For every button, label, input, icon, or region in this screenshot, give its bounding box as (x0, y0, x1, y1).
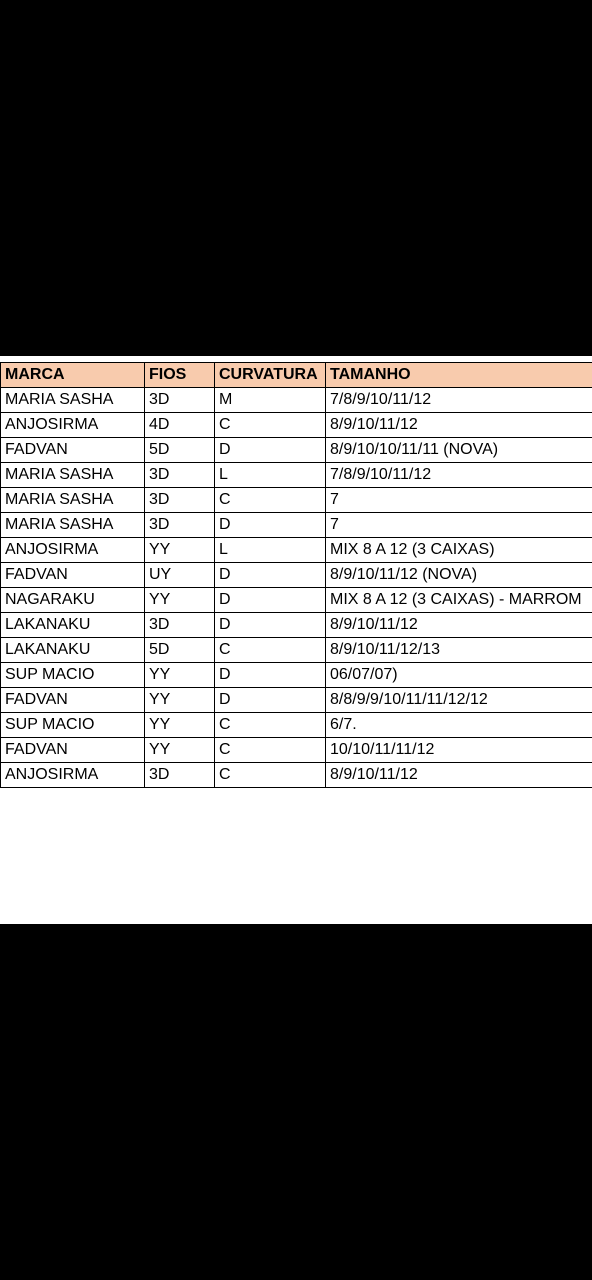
table-row (1, 713, 592, 738)
cell-fios[interactable]: YY (145, 588, 215, 613)
cell-tamanho[interactable]: 8/9/10/11/12 (326, 763, 592, 788)
cell-fios[interactable]: 3D (145, 488, 215, 513)
cell-tamanho[interactable]: 06/07/07) (326, 663, 592, 688)
cell-marca[interactable]: FADVAN (1, 438, 145, 463)
cell-marca[interactable]: SUP MACIO (1, 663, 145, 688)
cell-fios[interactable]: YY (145, 663, 215, 688)
header-tamanho[interactable]: TAMANHO (326, 363, 592, 388)
lash-inventory-table (0, 362, 592, 788)
top-black-band (0, 0, 592, 356)
cell-marca[interactable]: SUP MACIO (1, 713, 145, 738)
table-row (1, 538, 592, 563)
cell-fios[interactable]: YY (145, 538, 215, 563)
cell-curvatura[interactable]: D (215, 688, 326, 713)
cell-marca[interactable]: FADVAN (1, 738, 145, 763)
table-row (1, 438, 592, 463)
table-row (1, 513, 592, 538)
cell-fios[interactable]: 3D (145, 763, 215, 788)
cell-curvatura[interactable]: L (215, 463, 326, 488)
cell-curvatura[interactable]: D (215, 663, 326, 688)
table-row (1, 688, 592, 713)
cell-tamanho[interactable]: 8/8/9/9/10/11/11/12/12 (326, 688, 592, 713)
cell-tamanho[interactable]: MIX 8 A 12 (3 CAIXAS) - MARROM (326, 588, 592, 613)
cell-tamanho[interactable]: 7 (326, 488, 592, 513)
header-row (1, 363, 592, 388)
cell-tamanho[interactable]: 7 (326, 513, 592, 538)
table-row (1, 663, 592, 688)
cell-tamanho[interactable]: 8/9/10/11/12 (326, 613, 592, 638)
cell-curvatura[interactable]: C (215, 413, 326, 438)
cell-fios[interactable]: 5D (145, 438, 215, 463)
cell-marca[interactable]: MARIA SASHA (1, 388, 145, 413)
cell-curvatura[interactable]: C (215, 488, 326, 513)
cell-marca[interactable]: ANJOSIRMA (1, 413, 145, 438)
cell-marca[interactable]: NAGARAKU (1, 588, 145, 613)
cell-curvatura[interactable]: C (215, 713, 326, 738)
cell-marca[interactable]: FADVAN (1, 563, 145, 588)
cell-fios[interactable]: 3D (145, 513, 215, 538)
cell-tamanho[interactable]: 10/10/11/11/12 (326, 738, 592, 763)
cell-tamanho[interactable]: 6/7. (326, 713, 592, 738)
cell-marca[interactable]: FADVAN (1, 688, 145, 713)
cell-curvatura[interactable]: D (215, 613, 326, 638)
table-row (1, 488, 592, 513)
cell-marca[interactable]: MARIA SASHA (1, 488, 145, 513)
cell-fios[interactable]: UY (145, 563, 215, 588)
cell-tamanho[interactable]: MIX 8 A 12 (3 CAIXAS) (326, 538, 592, 563)
cell-curvatura[interactable]: D (215, 563, 326, 588)
cell-curvatura[interactable]: D (215, 588, 326, 613)
table-row (1, 388, 592, 413)
header-marca[interactable]: MARCA (1, 363, 145, 388)
cell-fios[interactable]: 5D (145, 638, 215, 663)
table-row (1, 463, 592, 488)
cell-fios[interactable]: 4D (145, 413, 215, 438)
table-row (1, 413, 592, 438)
cell-fios[interactable]: YY (145, 713, 215, 738)
cell-curvatura[interactable]: C (215, 638, 326, 663)
cell-marca[interactable]: ANJOSIRMA (1, 763, 145, 788)
cell-fios[interactable]: YY (145, 738, 215, 763)
cell-fios[interactable]: 3D (145, 613, 215, 638)
cell-tamanho[interactable]: 8/9/10/11/12 (NOVA) (326, 563, 592, 588)
cell-tamanho[interactable]: 7/8/9/10/11/12 (326, 463, 592, 488)
table-row (1, 613, 592, 638)
cell-marca[interactable]: MARIA SASHA (1, 463, 145, 488)
table-row (1, 763, 592, 788)
cell-curvatura[interactable]: C (215, 763, 326, 788)
cell-fios[interactable]: 3D (145, 388, 215, 413)
cell-marca[interactable]: LAKANAKU (1, 638, 145, 663)
cell-tamanho[interactable]: 8/9/10/10/11/11 (NOVA) (326, 438, 592, 463)
cell-curvatura[interactable]: D (215, 513, 326, 538)
cell-tamanho[interactable]: 8/9/10/11/12/13 (326, 638, 592, 663)
bottom-black-band (0, 924, 592, 1280)
table-row (1, 588, 592, 613)
table-row (1, 738, 592, 763)
cell-tamanho[interactable]: 8/9/10/11/12 (326, 413, 592, 438)
cell-curvatura[interactable]: D (215, 438, 326, 463)
table-row (1, 563, 592, 588)
header-fios[interactable]: FIOS (145, 363, 215, 388)
cell-fios[interactable]: YY (145, 688, 215, 713)
cell-marca[interactable]: ANJOSIRMA (1, 538, 145, 563)
cell-curvatura[interactable]: C (215, 738, 326, 763)
cell-marca[interactable]: LAKANAKU (1, 613, 145, 638)
header-curvatura[interactable]: CURVATURA (215, 363, 326, 388)
cell-fios[interactable]: 3D (145, 463, 215, 488)
cell-curvatura[interactable]: M (215, 388, 326, 413)
cell-curvatura[interactable]: L (215, 538, 326, 563)
cell-marca[interactable]: MARIA SASHA (1, 513, 145, 538)
cell-tamanho[interactable]: 7/8/9/10/11/12 (326, 388, 592, 413)
table-row (1, 638, 592, 663)
